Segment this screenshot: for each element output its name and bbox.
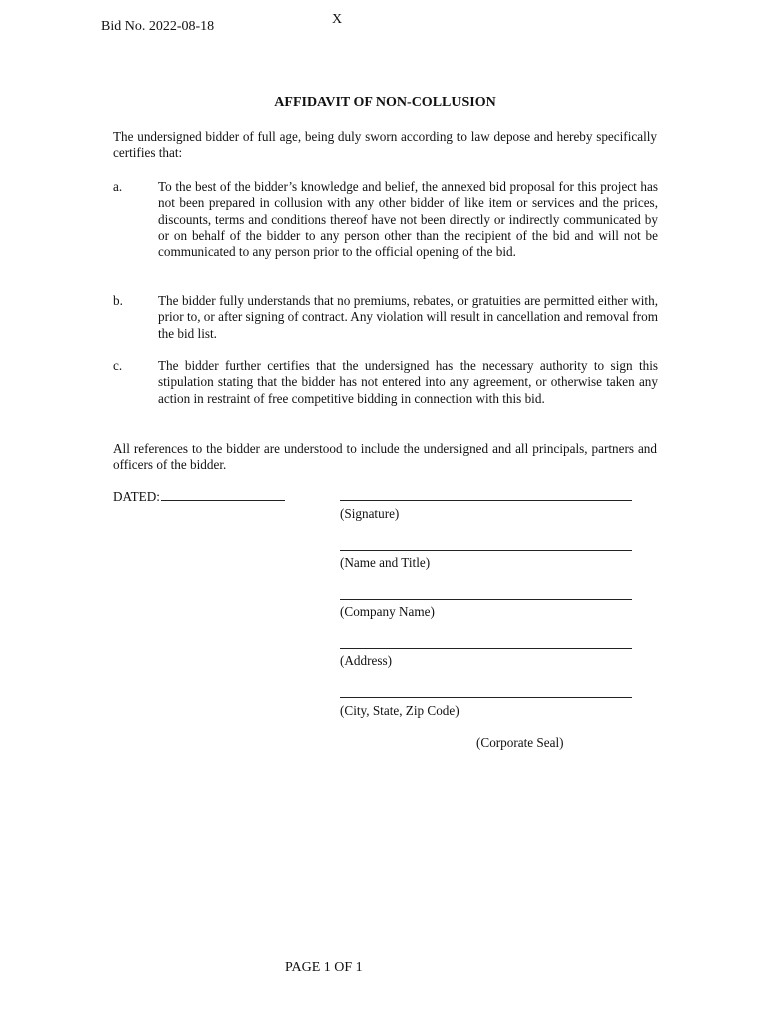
address-label: (Address): [340, 653, 393, 668]
item-a-text: To the best of the bidder’s knowledge and belief, the annexed bid proposal for this project has not been prepared in collusion with any other bidder of like item or services and the prices, discounts, terms and conditions thereof have not been directly or indirectly communicated by or on behalf of the bidder to any person other than the recipient of the bid and will not be communicated to any person prior to the official opening of the bid.: [158, 179, 658, 260]
references-paragraph: All references to the bidder are understood to include the undersigned and all principals, partners and officers of the bidder.: [113, 441, 657, 473]
item-a-letter: a.: [113, 179, 123, 194]
dated-blank-line[interactable]: [161, 490, 285, 501]
item-c-text: The bidder further certifies that the undersigned has the necessary authority to sign this stipulation stating that the bidder has not entered into any agreement, or otherwise taken any action in restraint of free competitive bidding in connection with this bid.: [158, 358, 658, 406]
city-state-zip-label: (City, State, Zip Code): [340, 703, 460, 718]
dated-field[interactable]: [113, 489, 285, 505]
item-b-text: The bidder fully understands that no premiums, rebates, or gratuities are permitted either with, prior to, or after signing of contract. Any violation will result in cancellation and removal from the bid list.: [158, 293, 658, 341]
signature-label: (Signature): [340, 506, 400, 521]
bid-number: Bid No. 2022-08-18: [101, 19, 215, 34]
page-footer: PAGE 1 OF 1: [285, 960, 363, 975]
item-c-letter: c.: [113, 358, 123, 373]
header-mark: X: [332, 12, 343, 27]
document-title: AFFIDAVIT OF NON-COLLUSION: [274, 95, 496, 110]
item-b-letter: b.: [113, 293, 123, 308]
address-line[interactable]: [340, 648, 632, 649]
company-name-label: (Company Name): [340, 604, 435, 619]
signature-line[interactable]: [340, 500, 632, 501]
dated-label: DATED:: [113, 489, 160, 504]
company-name-line[interactable]: [340, 599, 632, 600]
intro-paragraph: The undersigned bidder of full age, being duly sworn according to law depose and hereby specifically certifies that:: [113, 129, 657, 161]
name-title-line[interactable]: [340, 550, 632, 551]
city-state-zip-line[interactable]: [340, 697, 632, 698]
corporate-seal-label: (Corporate Seal): [476, 735, 564, 750]
name-title-label: (Name and Title): [340, 555, 431, 570]
